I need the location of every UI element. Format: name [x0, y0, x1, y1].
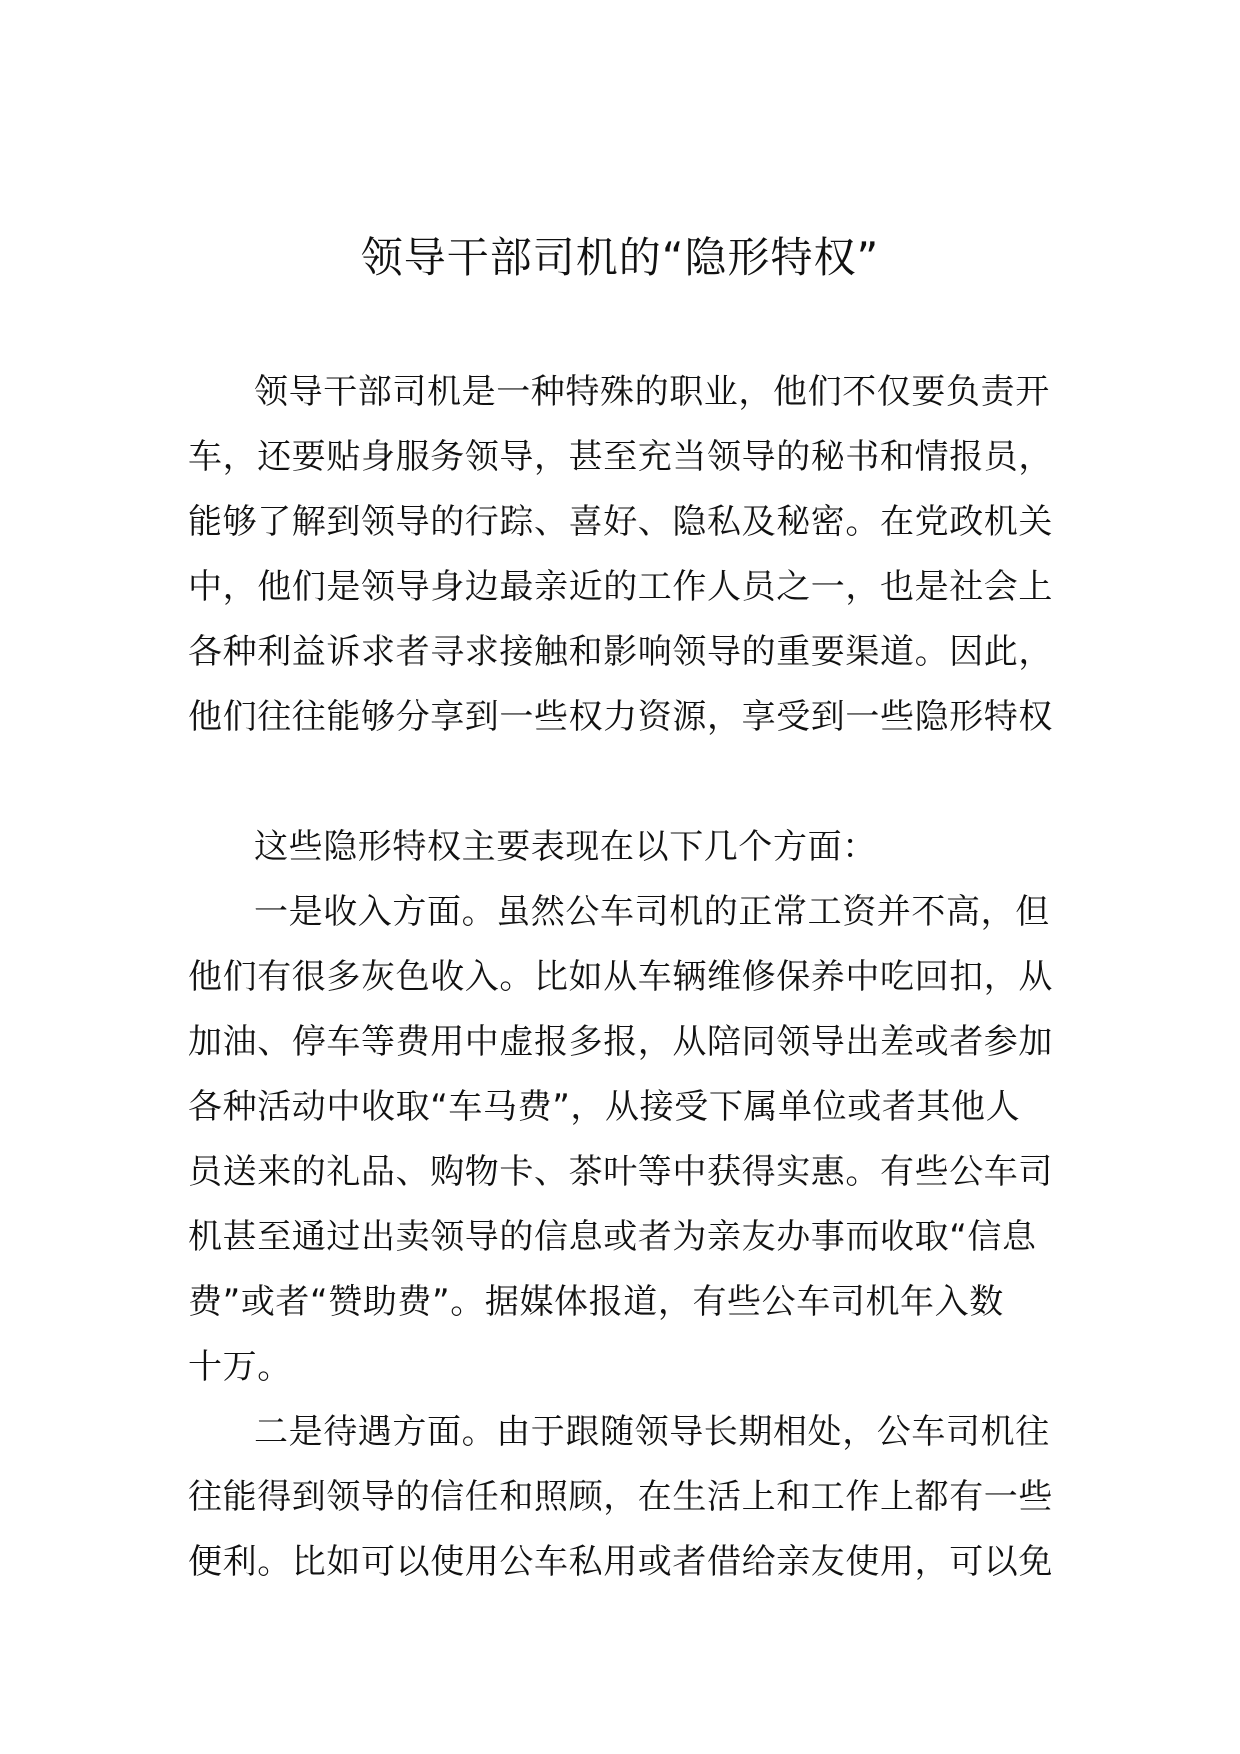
- text-line: 费”或者“赞助费”。据媒体报道，有些公车司机年入数: [188, 1282, 1004, 1322]
- text-line: 他们有很多灰色收入。比如从车辆维修保养中吃回扣，从: [188, 957, 1053, 997]
- text-line: 中，他们是领导身边最亲近的工作人员之一，也是社会上: [188, 567, 1053, 607]
- text-line: 他们往往能够分享到一些权力资源，享受到一些隐形特权: [188, 697, 1053, 737]
- text-line: 二是待遇方面。由于跟随领导长期相处，公车司机往: [254, 1412, 1050, 1452]
- text-line: 各种利益诉求者寻求接触和影响领导的重要渠道。因此，: [188, 632, 1053, 672]
- paragraph-spacer: [188, 750, 1058, 815]
- paragraph-treatment: [188, 1400, 1058, 1595]
- text-line: 一是收入方面。虽然公车司机的正常工资并不高，但: [254, 892, 1050, 932]
- text-line: 这些隐形特权主要表现在以下几个方面：: [254, 827, 877, 867]
- document-title: 领导干部司机的“隐形特权”: [360, 233, 880, 282]
- text-line: 十万。: [188, 1347, 292, 1387]
- text-line: 往能得到领导的信任和照顾，在生活上和工作上都有一些: [188, 1477, 1053, 1517]
- text-line: 便利。比如可以使用公车私用或者借给亲友使用，可以免: [188, 1542, 1053, 1582]
- text-line: 机甚至通过出卖领导的信息或者为亲友办事而收取“信息: [188, 1217, 1037, 1257]
- text-line: 加油、停车等费用中虚报多报，从陪同领导出差或者参加: [188, 1022, 1053, 1062]
- text-line: 车，还要贴身服务领导，甚至充当领导的秘书和情报员，: [188, 437, 1053, 477]
- text-line: 领导干部司机是一种特殊的职业，他们不仅要负责开: [254, 372, 1050, 412]
- text-line: 能够了解到领导的行踪、喜好、隐私及秘密。在党政机关: [188, 502, 1053, 542]
- paragraph-income: [188, 880, 1058, 1400]
- document-body: [188, 360, 1058, 1595]
- paragraph-intro: [188, 360, 1058, 750]
- text-line: 员送来的礼品、购物卡、茶叶等中获得实惠。有些公车司: [188, 1152, 1053, 1192]
- paragraph-overview: [188, 815, 1058, 880]
- text-line: 各种活动中收取“车马费”，从接受下属单位或者其他人: [188, 1087, 1021, 1127]
